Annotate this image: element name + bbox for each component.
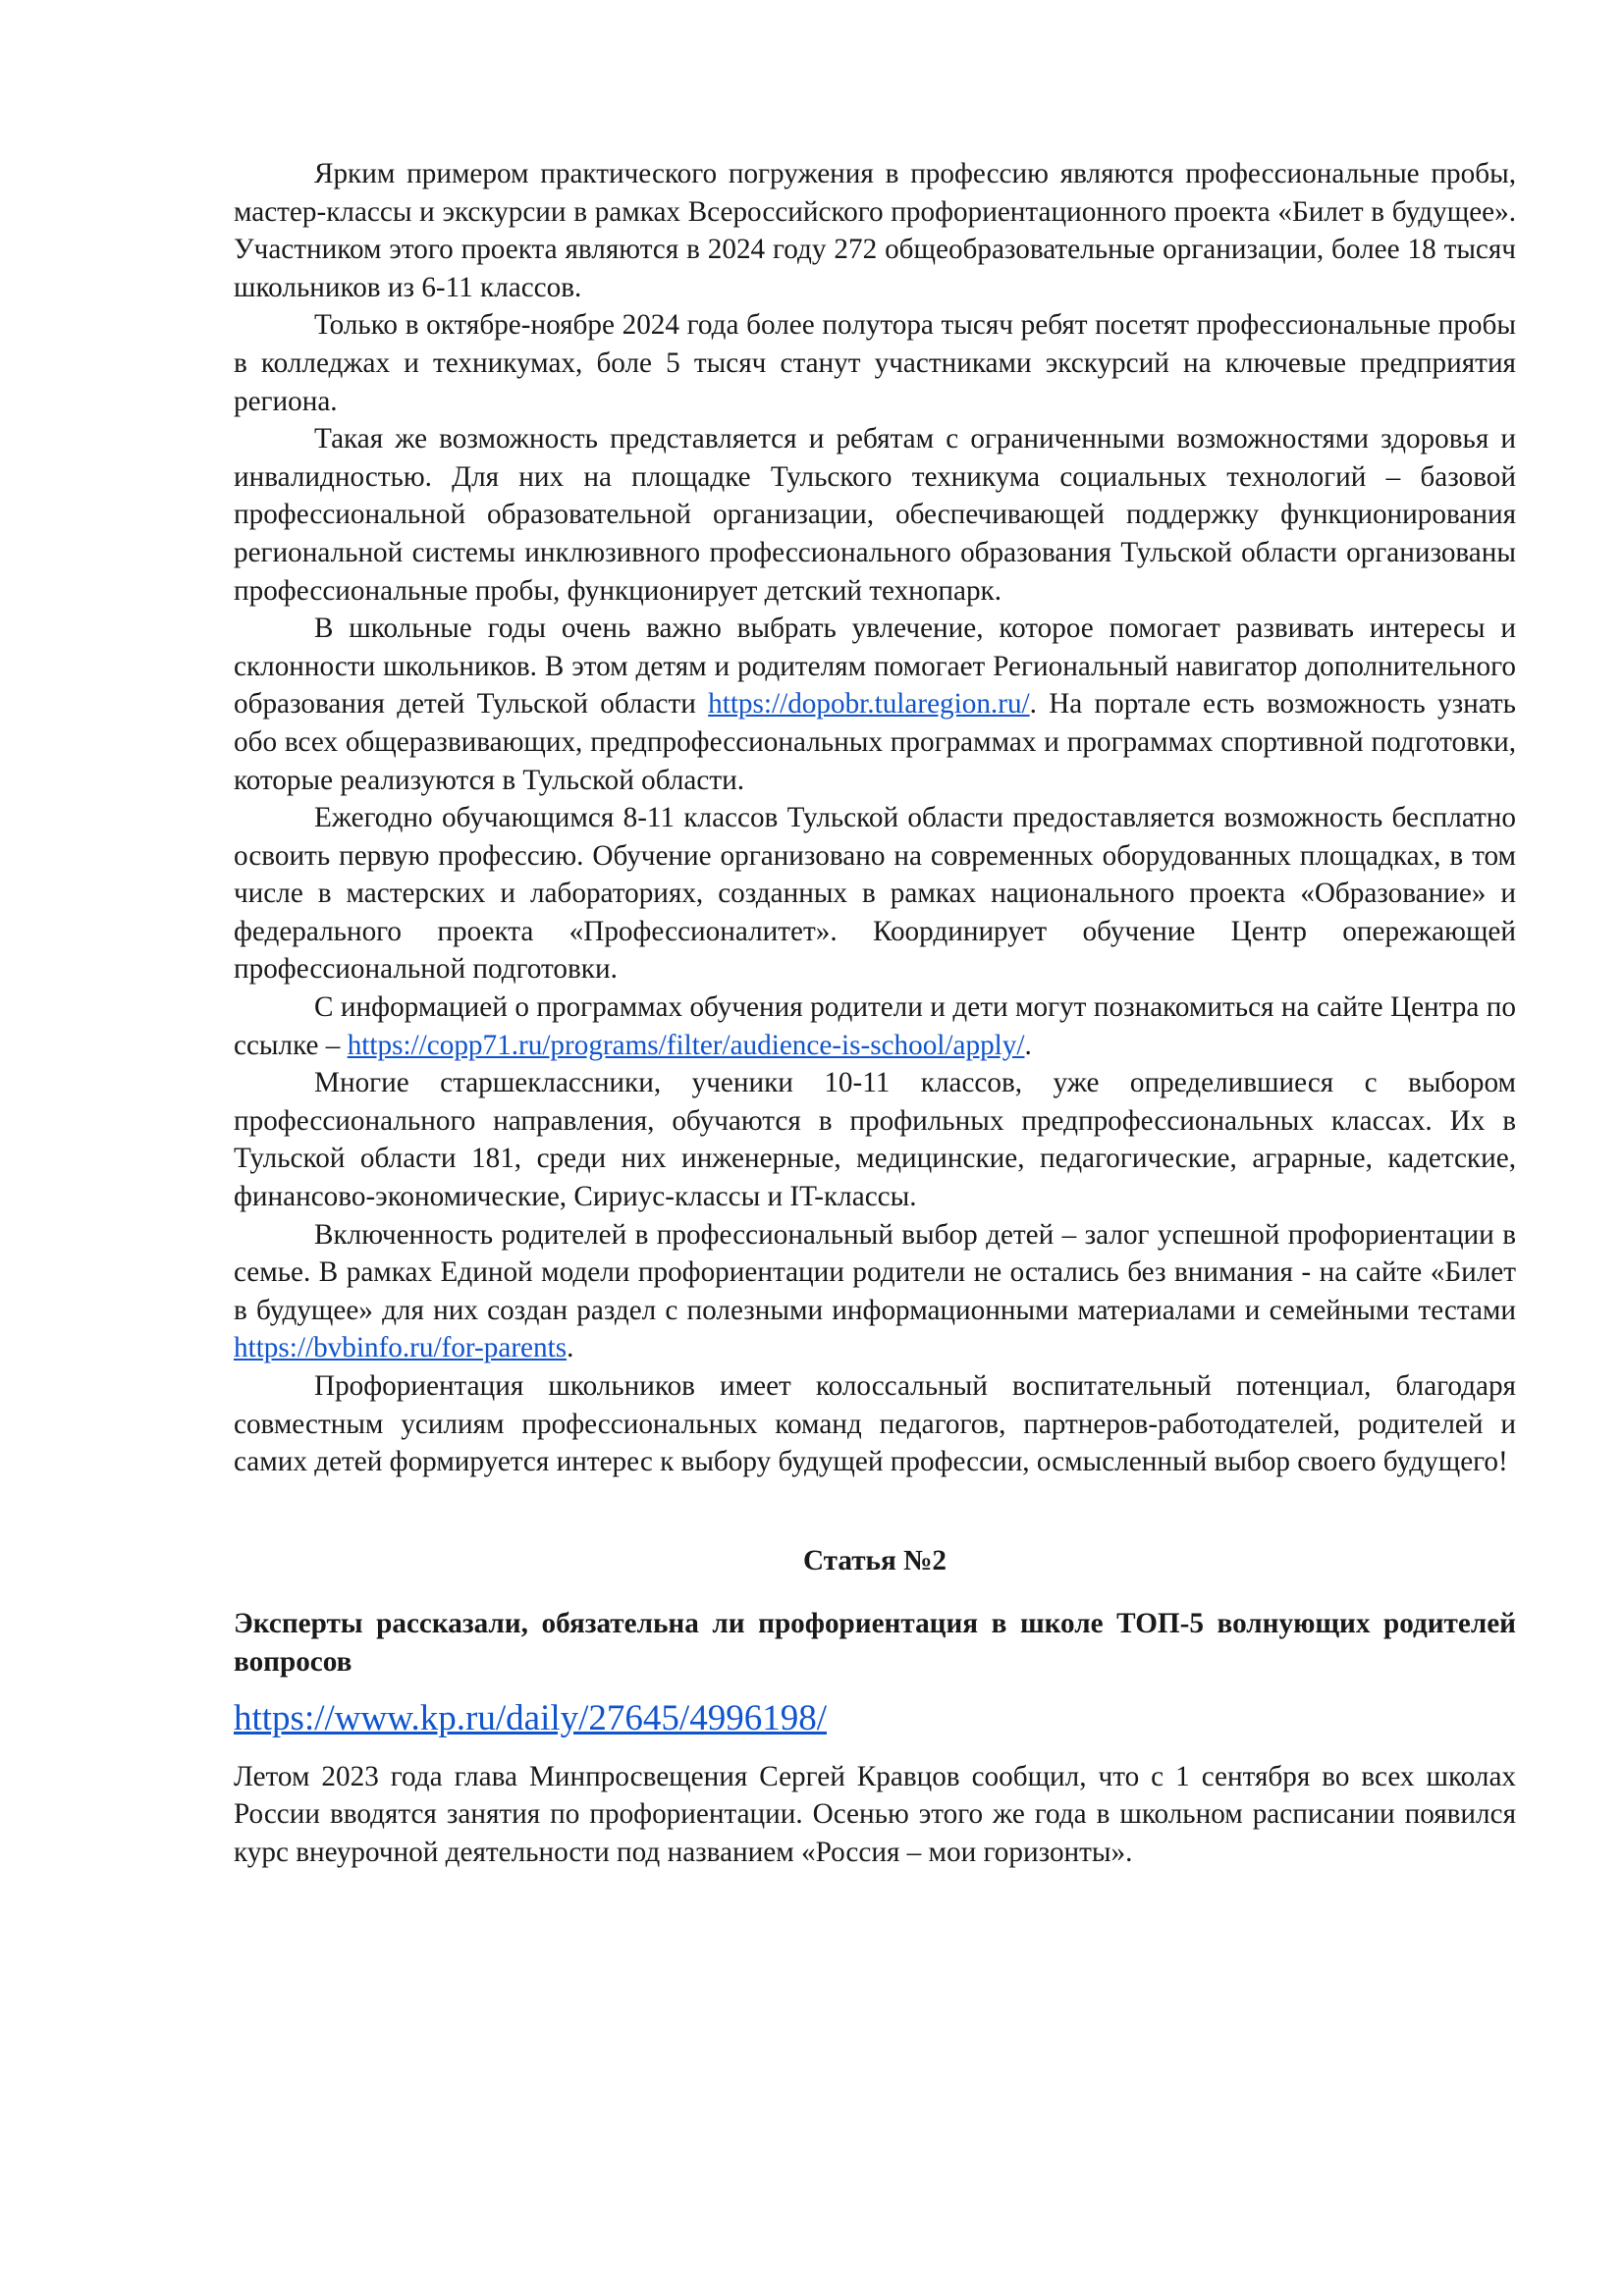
paragraph-inclusive-education: Такая же возможность представляется и ребятам с ограниченными возможностями здоровья и инвалидностью. Для них на площадке Тульского техникума социальных технологий – базовой профессиональной образовательной организации, обеспечивающей поддержку функционирования региональной системы инклюзивного профессионального образования Тульской области организованы профессиональные пробы, функционирует детский технопарк. bbox=[234, 423, 1516, 607]
paragraph-parents-involvement bbox=[234, 1216, 1516, 1367]
bvbinfo-link[interactable]: https://bvbinfo.ru/for-parents bbox=[234, 1332, 568, 1364]
document-page bbox=[234, 155, 1516, 1871]
article-number-heading: Статья №2 bbox=[802, 1544, 947, 1576]
dopobr-link[interactable]: https://dopobr.tularegion.ru/ bbox=[708, 688, 1030, 721]
paragraph-copp-info bbox=[234, 988, 1516, 1064]
paragraph-conclusion: Профориентация школьников имеет колоссальный воспитательный потенциал, благодаря совместным усилиям профессиональных команд педагогов, партнеров-работодателей, родителей и самих детей формируется интерес к выбору будущей профессии, осмысленный выбор своего будущего! bbox=[234, 1370, 1516, 1478]
paragraph-text: В школьные годы очень важно выбрать увлечение, которое помогает развивать интересы и склонности школьников. В этом детям и родителям помогает Региональный навигатор дополнительного образования детей Тульской области bbox=[234, 613, 1516, 721]
article-title: Эксперты рассказали, обязательна ли профориентация в школе ТОП-5 волнующих родителей вопросов bbox=[234, 1608, 1516, 1678]
article-lead-paragraph: Летом 2023 года глава Минпросвещения Сергей Кравцов сообщил, что с 1 сентября во всех школах России вводятся занятия по профориентации. Осенью этого же года в школьном расписании появился курс внеурочной деятельности под названием «Россия – мои горизонты». bbox=[234, 1760, 1516, 1868]
paragraph-profile-classes: Многие старшеклассники, ученики 10-11 классов, уже определившиеся с выбором профессионального направления, обучаются в профильных предпрофессиональных классах. Их в Тульской области 181, среди них инженерные, медицинские, педагогические, аграрные, кадетские, финансово-экономические, Сириус-классы и IT-классы. bbox=[234, 1067, 1516, 1213]
paragraph-text: Включенность родителей в профессиональный выбор детей – залог успешной профориентации в семье. В рамках Единой модели профориентации родители не остались без внимания - на сайте «Билет в будущее» для них создан раздел с полезными информационными материалами и семейными тестами bbox=[234, 1218, 1516, 1326]
paragraph-regional-navigator bbox=[234, 610, 1516, 799]
paragraph-career-immersion: Ярким примером практического погружения в профессию являются профессиональные пробы, мастер-классы и экскурсии в рамках Всероссийского профориентационного проекта «Билет в будущее». Участником этого проекта являются в 2024 году 272 общеобразовательные организации, более 18 тысяч школьников из 6-11 классов. bbox=[234, 158, 1516, 303]
paragraph-first-profession: Ежегодно обучающимся 8-11 классов Тульской области предоставляется возможность бесплатно освоить первую профессию. Обучение организовано на современных оборудованных площадках, в том числе в мастерских и лабораториях, созданных в рамках национального проекта «Образование» и федерального проекта «Профессионалитет». Координирует обучение Центр опережающей профессиональной подготовки. bbox=[234, 802, 1516, 986]
paragraph-text: С информацией о программах обучения родители и дети могут познакомиться на сайте Центра по ссылке – bbox=[234, 991, 1516, 1061]
paragraph-text: . bbox=[567, 1332, 574, 1364]
paragraph-text: . bbox=[1024, 1029, 1032, 1061]
paragraph-text: . На портале есть возможность узнать обо всех общеразвивающих, предпрофессиональных программах и программах спортивной подготовки, которые реализуются в Тульской области. bbox=[234, 688, 1516, 796]
paragraph-autumn-trials: Только в октябре-ноябре 2024 года более полутора тысяч ребят посетят профессиональные пробы в колледжах и техникумах, боле 5 тысяч станут участниками экскурсий на ключевые предприятия региона. bbox=[234, 309, 1516, 417]
article-url-link[interactable]: https://www.kp.ru/daily/27645/4996198/ bbox=[234, 1697, 827, 1738]
copp71-link[interactable]: https://copp71.ru/programs/filter/audience-is-school/apply/ bbox=[347, 1029, 1025, 1061]
